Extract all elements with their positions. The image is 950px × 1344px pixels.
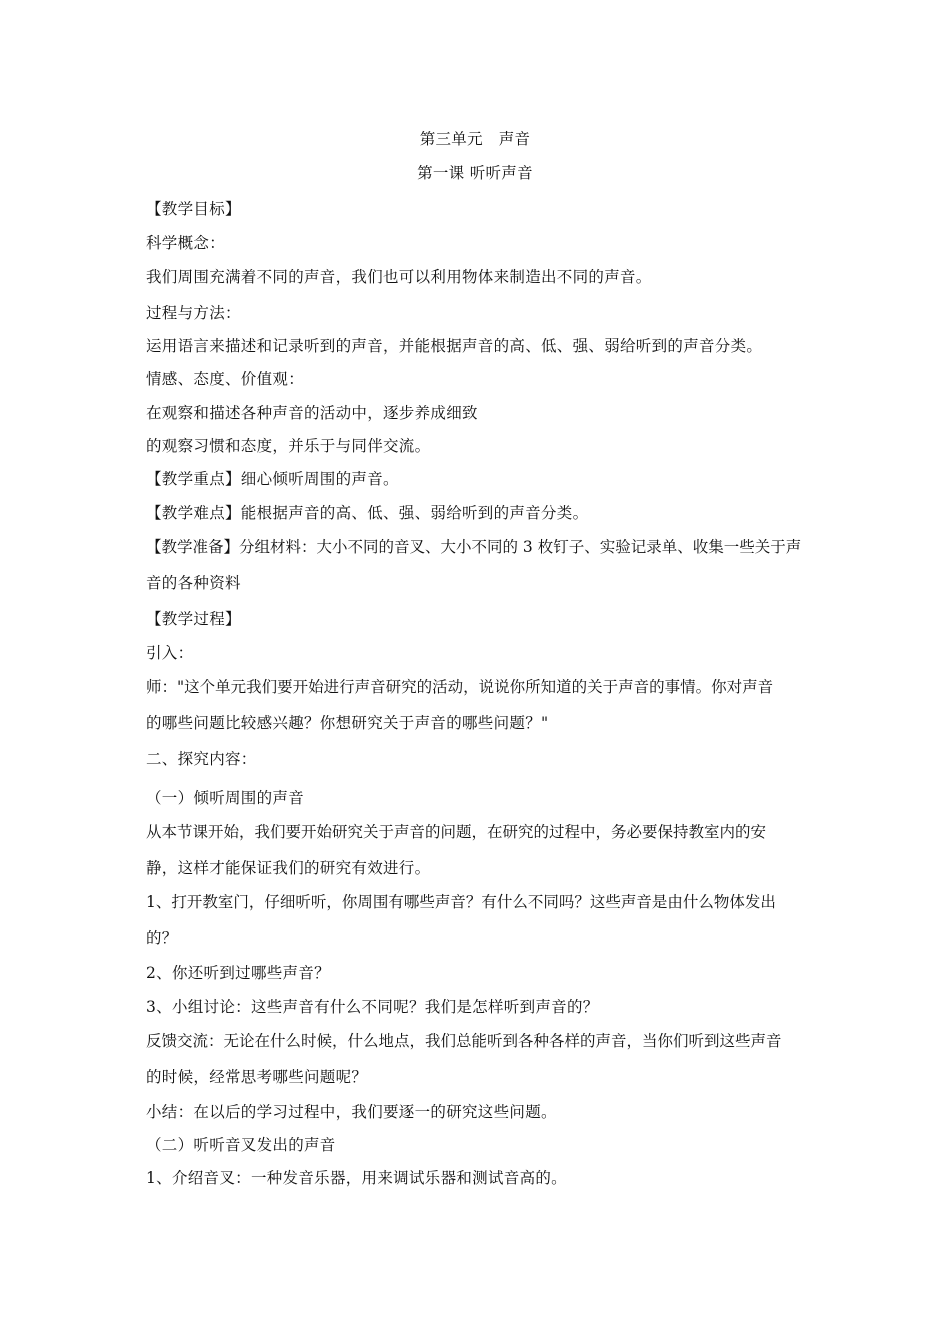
lesson-title: 第一课 听听声音 (417, 164, 533, 182)
heading-teaching-preparation: 【教学准备】分组材料：大小不同的音叉、大小不同的 3 枚钉子、实验记录单、收集一些关于声 (146, 538, 802, 556)
paragraph-line: 科学概念： (146, 234, 226, 252)
paragraph-line: 的哪些问题比较感兴趣？你想研究关于声音的哪些问题？" (146, 714, 549, 732)
paragraph-line: 静，这样才能保证我们的研究有效进行。 (146, 859, 431, 877)
paragraph-line: 反馈交流：无论在什么时候，什么地点，我们总能听到各种各样的声音，当你们听到这些声音 (146, 1032, 782, 1050)
subsection-heading: （二）听听音叉发出的声音 (146, 1136, 336, 1154)
list-item: 3、小组讨论：这些声音有什么不同呢？我们是怎样听到声音的？ (146, 998, 599, 1016)
paragraph-line: 运用语言来描述和记录听到的声音，并能根据声音的高、低、强、弱给听到的声音分类。 (146, 337, 763, 355)
heading-teaching-objectives: 【教学目标】 (146, 200, 241, 218)
paragraph-line: 师："这个单元我们要开始进行声音研究的活动，说说你所知道的关于声音的事情。你对声音 (146, 678, 774, 696)
list-item: 1、打开教室门，仔细听听，你周围有哪些声音？有什么不同吗？这些声音是由什么物体发出 (146, 893, 776, 911)
unit-title: 第三单元 声音 (419, 130, 531, 148)
heading-teaching-process: 【教学过程】 (146, 610, 241, 628)
paragraph-line: 情感、态度、价值观： (146, 370, 305, 388)
paragraph-line: 小结：在以后的学习过程中，我们要逐一的研究这些问题。 (146, 1103, 557, 1121)
paragraph-line: 过程与方法： (146, 304, 241, 322)
list-item: 1、介绍音叉：一种发音乐器，用来调试乐器和测试音高的。 (146, 1169, 567, 1187)
paragraph-line: 的观察习惯和态度，并乐于与同伴交流。 (146, 437, 431, 455)
subsection-heading: （一）倾听周围的声音 (146, 789, 305, 807)
paragraph-line: 的？ (146, 929, 178, 947)
paragraph-line: 在观察和描述各种声音的活动中，逐步养成细致 (146, 404, 478, 422)
paragraph-line: 引入： (146, 644, 194, 662)
paragraph-line: 从本节课开始，我们要开始研究关于声音的问题，在研究的过程中，务必要保持教室内的安 (146, 823, 767, 841)
paragraph-line: 的时候，经常思考哪些问题呢？ (146, 1068, 368, 1086)
heading-teaching-difficulty: 【教学难点】能根据声音的高、低、强、弱给听到的声音分类。 (146, 504, 589, 522)
heading-teaching-focus: 【教学重点】细心倾听周围的声音。 (146, 470, 399, 488)
paragraph-line: 我们周围充满着不同的声音，我们也可以利用物体来制造出不同的声音。 (146, 268, 652, 286)
list-item: 2、你还听到过哪些声音？ (146, 964, 330, 982)
section-heading: 二、探究内容： (146, 750, 257, 768)
paragraph-line: 音的各种资料 (146, 574, 241, 592)
